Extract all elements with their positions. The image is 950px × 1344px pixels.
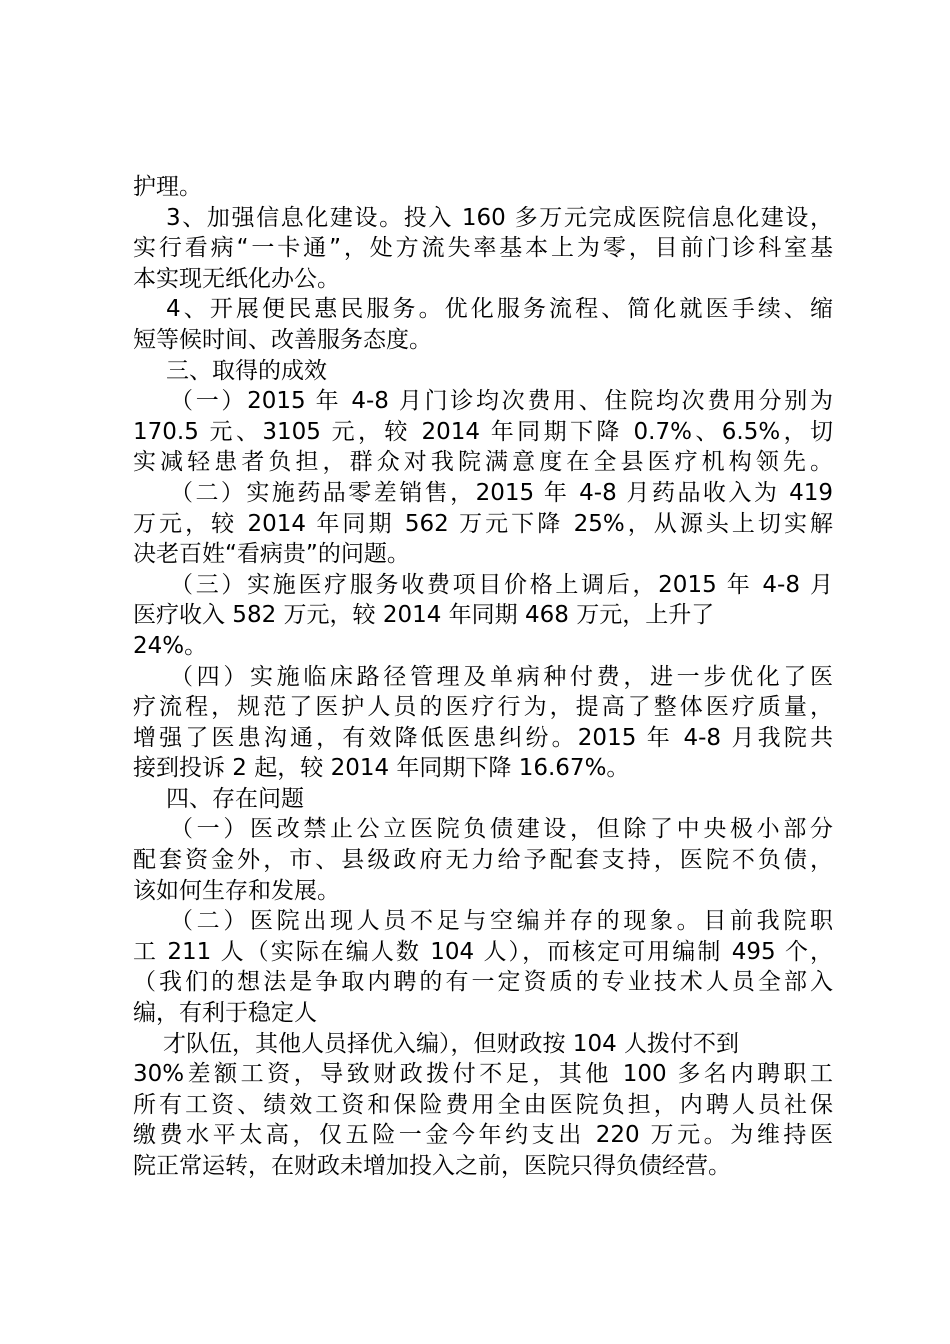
text-line: 增强了医患沟通，有效降低医患纠纷。2015 年 4-8 月我院共 [133,724,833,751]
text-line: （我们的想法是争取内聘的有一定资质的专业技术人员全部入 [133,969,833,996]
text-line: 3、加强信息化建设。投入 160 多万元完成医院信息化建设， [166,204,833,231]
text-line: 4、开展便民惠民服务。优化服务流程、简化就医手续、缩 [166,296,833,323]
text-line: （四）实施临床路径管理及单病种付费，进一步优化了医 [170,663,833,690]
text-line: 工 211 人（实际在编人数 104 人），而核定可用编制 495 个， [133,938,833,965]
text-line: 接到投诉 2 起，较 2014 年同期下降 16.67%。 [133,755,630,782]
text-line: 才队伍，其他人员择优入编），但财政按 104 人拨付不到 [163,1030,740,1057]
text-line: 24%。 [133,632,208,659]
text-line: 所有工资、绩效工资和保险费用全由医院负担，内聘人员社保 [133,1091,833,1118]
text-line: 实行看病“一卡通”，处方流失率基本上为零，目前门诊科室基 [133,235,833,262]
text-line: 编，有利于稳定人 [133,1000,317,1027]
text-line: 短等候时间、改善服务态度。 [133,326,432,353]
text-line: （二）实施药品零差销售，2015 年 4-8 月药品收入为 419 [170,479,833,506]
text-line: 医疗收入 582 万元，较 2014 年同期 468 万元，上升了 [133,602,715,629]
text-line: 疗流程，规范了医护人员的医疗行为，提高了整体医疗质量， [133,694,833,721]
text-line: 决老百姓“看病贵”的问题。 [133,541,410,568]
text-line: 万元，较 2014 年同期 562 万元下降 25%，从源头上切实解 [133,510,833,537]
text-line: 缴费水平太高，仅五险一金今年约支出 220 万元。为维持医 [133,1122,833,1149]
text-line: （三）实施医疗服务收费项目价格上调后，2015 年 4-8 月 [170,571,833,598]
text-line: （一）医改禁止公立医院负债建设，但除了中央极小部分 [170,816,833,843]
section-heading: 四、存在问题 [166,785,304,812]
text-line: （二）医院出现人员不足与空编并存的现象。目前我院职 [170,908,833,935]
text-line: 该如何生存和发展。 [133,877,340,904]
text-line: 院正常运转，在财政未增加投入之前，医院只得负债经营。 [133,1153,731,1179]
document-body [133,172,833,1182]
text-line: 实减轻患者负担，群众对我院满意度在全县医疗机构领先。 [133,449,833,476]
text-line: 护理。 [133,174,202,200]
text-line: 30%差额工资，导致财政拨付不足，其他 100 多名内聘职工 [133,1061,833,1088]
text-line: 配套资金外，市、县级政府无力给予配套支持，医院不负债， [133,847,833,874]
text-line: 170.5 元、3105 元，较 2014 年同期下降 0.7%、6.5%，切 [133,418,833,445]
text-line: （一）2015 年 4-8 月门诊均次费用、住院均次费用分别为 [170,388,833,415]
text-line: 本实现无纸化办公。 [133,265,340,292]
section-heading: 三、取得的成效 [166,357,327,384]
